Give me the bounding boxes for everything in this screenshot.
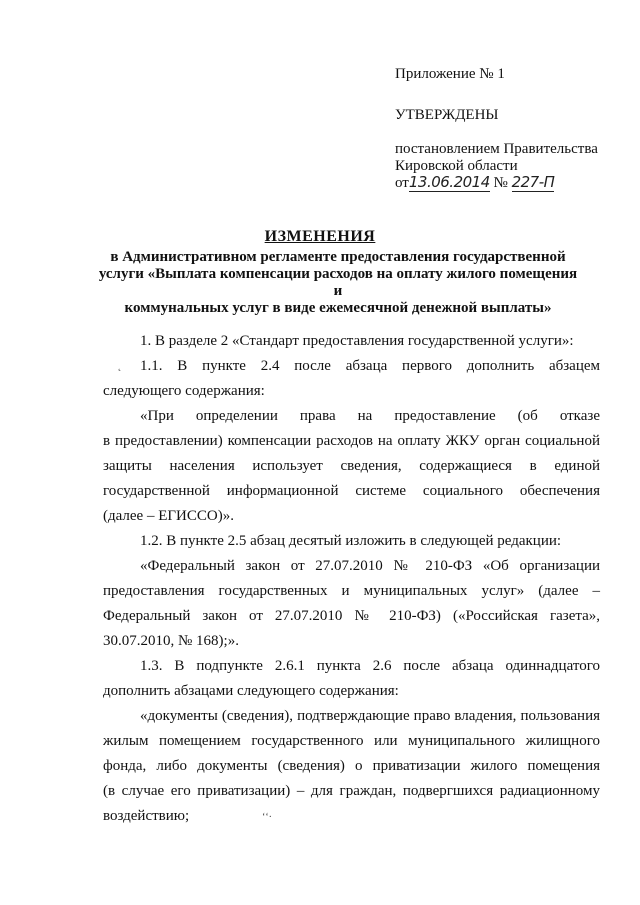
paragraph-1-1: [103, 354, 600, 404]
paragraph-line: «При определении права на предоставление (об отказе: [140, 408, 600, 424]
subtitle-line: коммунальных услуг в виде ежемесячной денежной выплаты»: [124, 300, 552, 316]
paragraph-line: воздействию;: [103, 808, 190, 824]
decree-line-1: постановлением Правительства: [395, 141, 598, 157]
paragraph-quote-egisso: [103, 404, 600, 529]
scan-speck: ʻʻ·: [262, 812, 272, 823]
paragraph-quote-federal-law: [103, 554, 600, 654]
approved-label: УТВЕРЖДЕНЫ: [395, 107, 499, 123]
paragraph-line: жилым помещением государственного или муниципального жилищного: [103, 733, 600, 749]
paragraph-line: государственной информационной системе социального обеспечения: [103, 483, 600, 499]
paragraph-line: «Федеральный закон от 27.07.2010 № 210-ФЗ «Об организации: [140, 558, 600, 574]
paragraph-line: в предоставлении) компенсации расходов на оплату ЖКУ орган социальной: [103, 433, 600, 449]
paragraph-line: 30.07.2010, № 168);».: [103, 633, 239, 649]
paragraph-1-3: [103, 654, 600, 704]
paragraph-line: защиты населения использует сведения, содержащиеся в единой: [103, 458, 600, 474]
appendix-number: Приложение № 1: [395, 66, 505, 82]
paragraph-line: 1.2. В пункте 2.5 абзац десятый изложить в следующей редакции:: [140, 533, 562, 549]
paragraph-line: предоставления государственных и муниципальных услуг» (далее –: [103, 583, 600, 599]
document-subtitle: [96, 249, 580, 317]
scan-speck: ˛: [118, 361, 122, 372]
paragraph-1: [103, 329, 600, 354]
paragraph-line: 1. В разделе 2 «Стандарт предоставления государственной услуги»:: [140, 333, 574, 349]
decree-date-line: [395, 174, 554, 192]
handwritten-number: 227-П: [511, 173, 555, 191]
subtitle-line: в Административном регламенте предоставления государственной: [110, 249, 566, 265]
decree-line-2: Кировской области: [395, 158, 518, 174]
subtitle-line: услуги «Выплата компенсации расходов на оплату жилого помещения и: [98, 266, 578, 299]
paragraph-line: 1.1. В пункте 2.4 после абзаца первого дополнить абзацем: [140, 358, 600, 374]
paragraph-line: следующего содержания:: [103, 383, 265, 399]
number-prefix: №: [493, 175, 508, 191]
paragraph-quote-documents: [103, 704, 600, 829]
handwritten-date: 13.06.2014: [408, 173, 490, 191]
paragraph-line: дополнить абзацами следующего содержания:: [103, 683, 399, 699]
paragraph-line: (в случае его приватизации) – для граждан, подвергшихся радиационному: [103, 783, 600, 799]
paragraph-line: Федеральный закон от 27.07.2010 № 210-ФЗ) («Российская газета»,: [103, 608, 600, 624]
paragraph-1-2: [103, 529, 600, 554]
document-title: ИЗМЕНЕНИЯ: [264, 228, 376, 245]
paragraph-line: фонда, либо документы (сведения) о приватизации жилого помещения: [103, 758, 600, 774]
paragraph-line: (далее – ЕГИССО)».: [103, 508, 234, 524]
paragraph-line: «документы (сведения), подтверждающие право владения, пользования: [140, 708, 600, 724]
date-prefix: от: [395, 175, 409, 191]
paragraph-line: 1.3. В подпункте 2.6.1 пункта 2.6 после абзаца одиннадцатого: [140, 658, 600, 674]
